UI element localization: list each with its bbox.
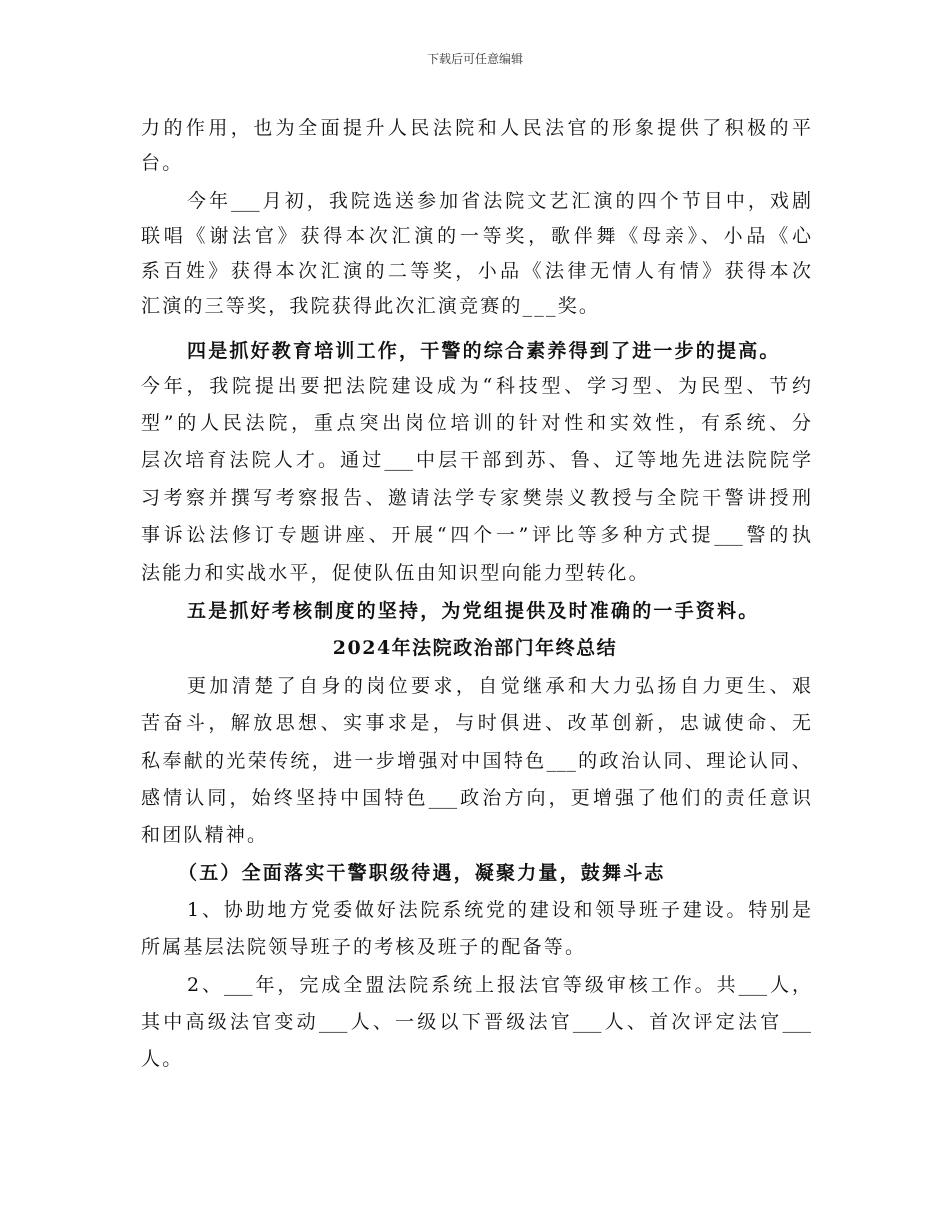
paragraph-line: 私奉献的光荣传统，进一步增强对中国特色___的政治认同、理论认同、 <box>141 750 811 772</box>
paragraph-line: 其中高级法官变动___人、一级以下晋级法官___人、首次评定法官___ <box>141 1011 811 1033</box>
paragraph-line: 所属基层法院领导班子的考核及班子的配备等。 <box>141 936 587 958</box>
paragraph-line: 人。 <box>141 1048 184 1070</box>
paragraph-line: 习考察并撰写考察报告、邀请法学专家樊崇义教授与全院干警讲授刑 <box>141 487 811 509</box>
paragraph-line: 型”的人民法院，重点突出岗位培训的针对性和实效性，有系统、分 <box>141 412 811 434</box>
paragraph-line: 和团队精神。 <box>141 824 269 846</box>
paragraph-line: 今年___月初，我院选送参加省法院文艺汇演的四个节目中，戏剧 <box>187 190 811 212</box>
paragraph-line: 台。 <box>141 152 184 174</box>
paragraph-line: 汇演的三等奖，我院获得此次汇演竞赛的___奖。 <box>141 295 601 317</box>
paragraph-line: 苦奋斗，解放思想、实事求是，与时俱进、改革创新，忠诚使命、无 <box>141 712 811 734</box>
paragraph-line: 联唱《谢法官》获得本次汇演的一等奖，歌伴舞《母亲》、小品《心 <box>141 225 811 247</box>
paragraph-line: 事诉讼法修订专题讲座、开展“四个一”评比等多种方式提___警的执 <box>141 524 811 546</box>
paragraph-line: 今年，我院提出要把法院建设成为“科技型、学习型、为民型、节约 <box>141 375 811 397</box>
section-title: 2024年法院政治部门年终总结 <box>332 637 618 659</box>
paragraph-line: 法能力和实战水平，促使队伍由知识型向能力型转化。 <box>141 562 650 584</box>
bold-heading-line: 四是抓好教育培训工作，干警的综合素养得到了进一步的提高。 <box>187 340 781 362</box>
paragraph-line: 层次培育法院人才。通过___中层干部到苏、鲁、辽等地先进法院院学 <box>141 449 811 471</box>
bold-heading-line: 五是抓好考核制度的坚持，为党组提供及时准确的一手资料。 <box>187 600 760 622</box>
paragraph-line: 力的作用，也为全面提升人民法院和人民法官的形象提供了积极的平 <box>141 117 811 139</box>
paragraph-line: 更加清楚了自身的岗位要求，自觉继承和大力弘扬自力更生、艰 <box>187 675 811 697</box>
page-header: 下载后可任意编辑 <box>426 52 523 66</box>
subsection-heading: （五）全面落实干警职级待遇，凝聚力量，鼓舞斗志 <box>178 862 666 884</box>
paragraph-line: 感情认同，始终坚持中国特色___政治方向，更增强了他们的责任意识 <box>141 787 811 809</box>
paragraph-line: 系百姓》获得本次汇演的二等奖，小品《法律无情人有情》获得本次 <box>141 260 811 282</box>
paragraph-line: 2、___年，完成全盟法院系统上报法官等级审核工作。共___人， <box>187 974 811 996</box>
paragraph-line: 1、协助地方党委做好法院系统党的建设和领导班子建设。特别是 <box>187 899 811 921</box>
